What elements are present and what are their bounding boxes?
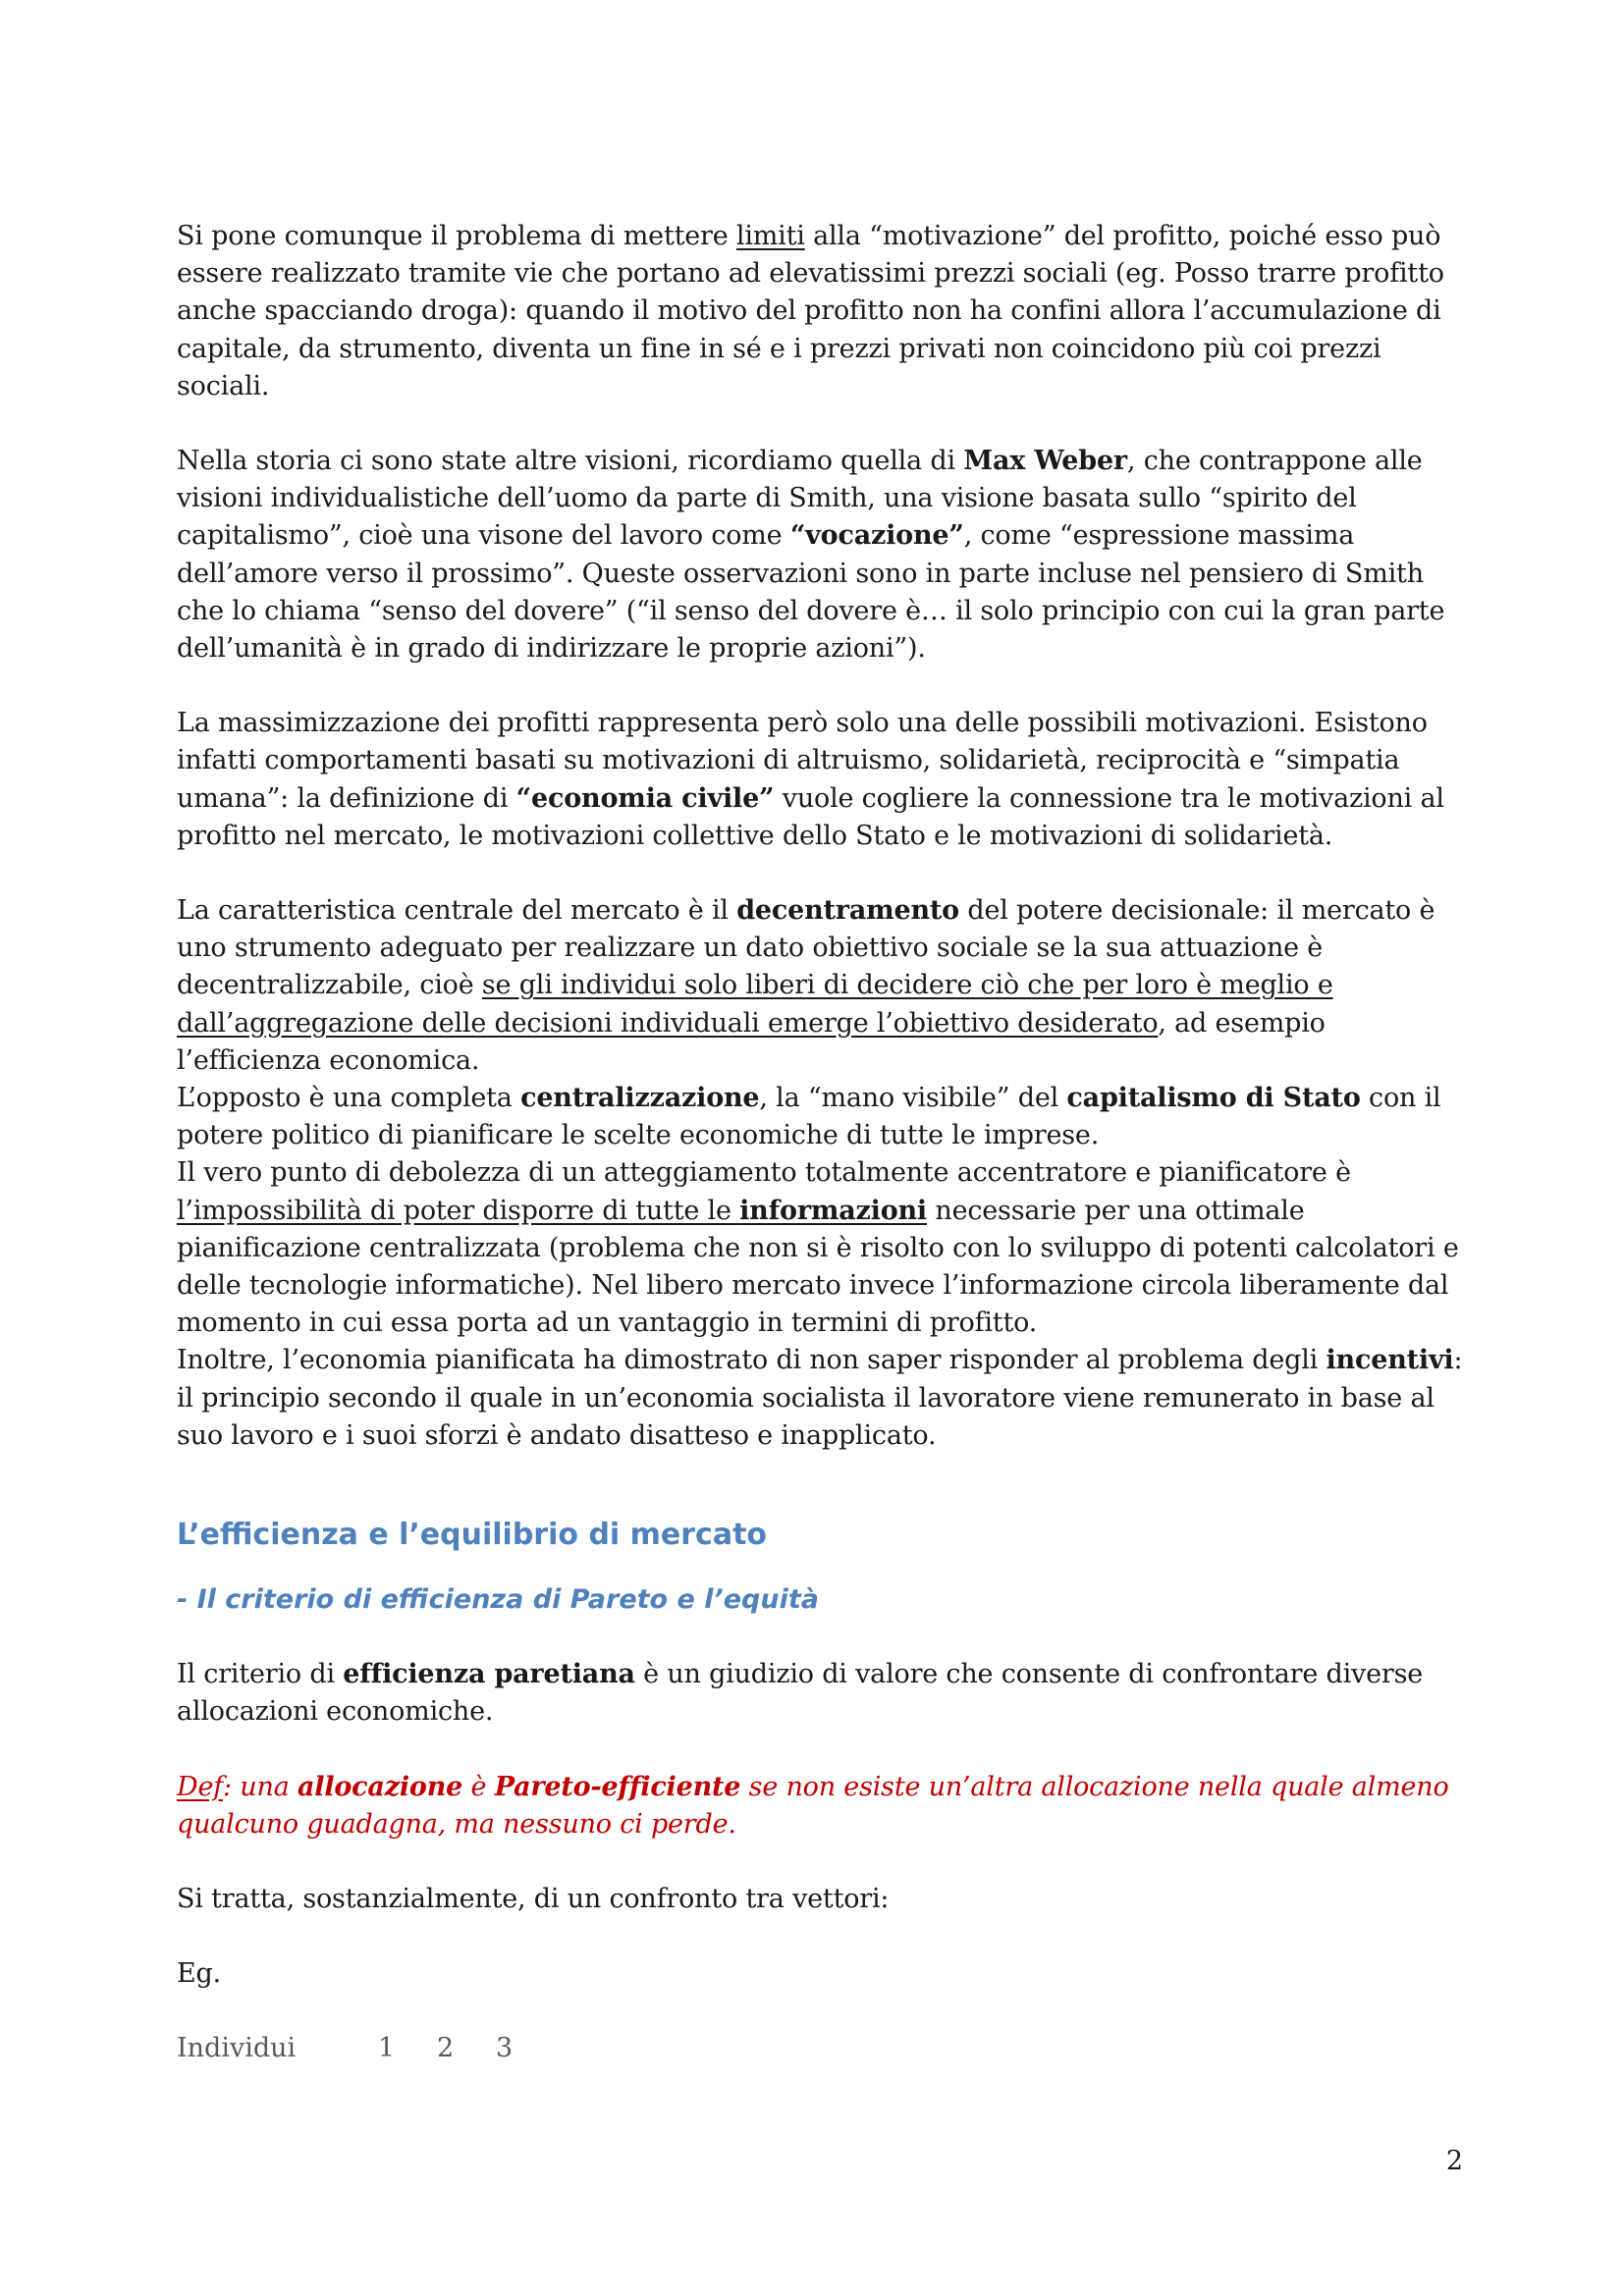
underlined-phrase: l’impossibilità di poter disporre di tutte le xyxy=(177,1195,740,1226)
text: , che contrappone alle visioni individualistiche dell’uomo da parte di Smith, una visione basata sullo “spirito del capitalismo”, cioè una visone del lavoro come xyxy=(177,446,1423,552)
bold-term-centralizzazione: centralizzazione xyxy=(520,1083,760,1114)
text: La massimizzazione dei profitti rappresenta però solo una delle possibili motivazioni. Esistono infatti comportamenti basati su motivazioni di altruismo, solidarietà, reciprocità e “simpatia umana”: la definizione di xyxy=(177,708,1428,814)
bold-term-max-weber: Max Weber xyxy=(963,446,1127,477)
text: Inoltre, l’economia pianificata ha dimostrato di non saper risponder al problema degli xyxy=(177,1345,1326,1376)
section-heading: L’efficienza e l’equilibrio di mercato xyxy=(177,1518,768,1553)
paragraph-weber xyxy=(177,443,1463,667)
paragraph-vettori: Si tratta, sostanzialmente, di un confronto tra vettori: xyxy=(177,1883,890,1914)
document-body xyxy=(177,218,1463,2067)
paragraph-profit-limits xyxy=(177,218,1463,405)
bold-term-allocazione: allocazione xyxy=(297,1771,463,1802)
text: vuole cogliere la connessione tra le motivazioni al profitto nel mercato, le motivazioni collettive dello Stato e le motivazioni di solidarietà. xyxy=(177,782,1444,851)
paragraph-centralizzazione xyxy=(177,1080,1463,1154)
text: se non esiste un’altra allocazione nella quale almeno qualcuno guadagna, ma nessuno ci perde. xyxy=(177,1771,1449,1840)
table-col-3: 3 xyxy=(496,2033,514,2064)
text: , la “mano visibile” del xyxy=(759,1083,1067,1114)
paragraph-economia-civile xyxy=(177,705,1463,855)
text: , ad esempio l’efficienza economica. xyxy=(177,1007,1326,1076)
text: L’opposto è una completa xyxy=(177,1083,521,1114)
text: Il criterio di xyxy=(177,1659,344,1690)
definition-pareto xyxy=(177,1769,1463,1843)
paragraph-efficienza-paretiana xyxy=(177,1656,1463,1731)
underlined-term-limiti: limiti xyxy=(735,221,805,251)
paragraph-incentivi xyxy=(177,1342,1463,1455)
text: Nella storia ci sono state altre visioni, ricordiamo quella di xyxy=(177,446,964,477)
paragraph-example: Eg. xyxy=(177,1958,221,1990)
underlined-phrase: se gli individui solo liberi di decidere ciò che per loro è meglio e dall’aggregazione delle decisioni individuali emerge l’obiettivo desiderato xyxy=(177,970,1333,1039)
paragraph-informazioni xyxy=(177,1154,1463,1342)
text: con il potere politico di pianificare le scelte economiche di tutte le imprese. xyxy=(177,1083,1441,1151)
bold-underlined-term-informazioni: informazioni xyxy=(739,1195,927,1226)
text: Si pone comunque il problema di mettere xyxy=(177,221,736,251)
table-header-row xyxy=(177,2030,1463,2067)
bold-term-decentramento: decentramento xyxy=(736,895,959,927)
text: necessarie per una ottimale pianificazione centralizzata (problema che non si è risolto con lo sviluppo di potenti calcolatori e delle tecnologie informatiche). Nel libero mercato invece l’informazione circola liberamente dal momento in cui essa porta ad un vantaggio in termini di profitto. xyxy=(177,1195,1459,1339)
table-row-label: Individui xyxy=(177,2033,297,2064)
text: alla “motivazione” del profitto, poiché esso può essere realizzato tramite vie che portano ad elevatissimi prezzi sociali (eg. Posso trarre profitto anche spacciando droga): quando il motivo del profitto non ha confini allora l’accumulazione di capitale, da strumento, diventa un fine in sé e i prezzi privati non coincidono più coi prezzi sociali. xyxy=(177,221,1444,401)
bold-term-capitalismo-di-stato: capitalismo di Stato xyxy=(1066,1083,1361,1114)
bold-term-pareto-efficiente: Pareto-efficiente xyxy=(494,1771,741,1802)
text: : il principio secondo il quale in un’economia socialista il lavoratore viene remunerato in base al suo lavoro e i suoi sforzi è andato disatteso e inapplicato. xyxy=(177,1345,1463,1451)
text: del potere decisionale: il mercato è uno strumento adeguato per realizzare un dato obiettivo sociale se la sua attuazione è decentralizzabile, cioè xyxy=(177,895,1435,1001)
text: Il vero punto di debolezza di un atteggiamento totalmente accentratore e pianificatore è xyxy=(177,1157,1351,1189)
text: , come “espressione massima dell’amore verso il prossimo”. Queste osservazioni sono in parte incluse nel pensiero di Smith che lo chiama “senso del dovere” (“il senso del dovere è… il solo principio con cui la gran parte dell’umanità è in grado di indirizzare le proprie azioni”). xyxy=(177,520,1445,665)
definition-label: Def xyxy=(177,1771,224,1802)
bold-term-incentivi: incentivi xyxy=(1326,1345,1454,1376)
text: è un giudizio di valore che consente di confrontare diverse allocazioni economiche. xyxy=(177,1659,1424,1728)
text: : una xyxy=(223,1771,298,1802)
table-col-2: 2 xyxy=(437,2033,455,2064)
text: La caratteristica centrale del mercato è il xyxy=(177,895,737,927)
text: è xyxy=(462,1771,495,1802)
bold-term-efficienza-paretiana: efficienza paretiana xyxy=(343,1659,635,1690)
table-col-1: 1 xyxy=(378,2033,396,2064)
bold-term-economia-civile: “economia civile” xyxy=(515,782,775,814)
paragraph-decentramento xyxy=(177,892,1463,1080)
page-number: 2 xyxy=(1445,2146,1463,2176)
subsection-heading: - Il criterio di efficienza di Pareto e l’equità xyxy=(177,1584,819,1616)
bold-term-vocazione: “vocazione” xyxy=(789,520,964,552)
